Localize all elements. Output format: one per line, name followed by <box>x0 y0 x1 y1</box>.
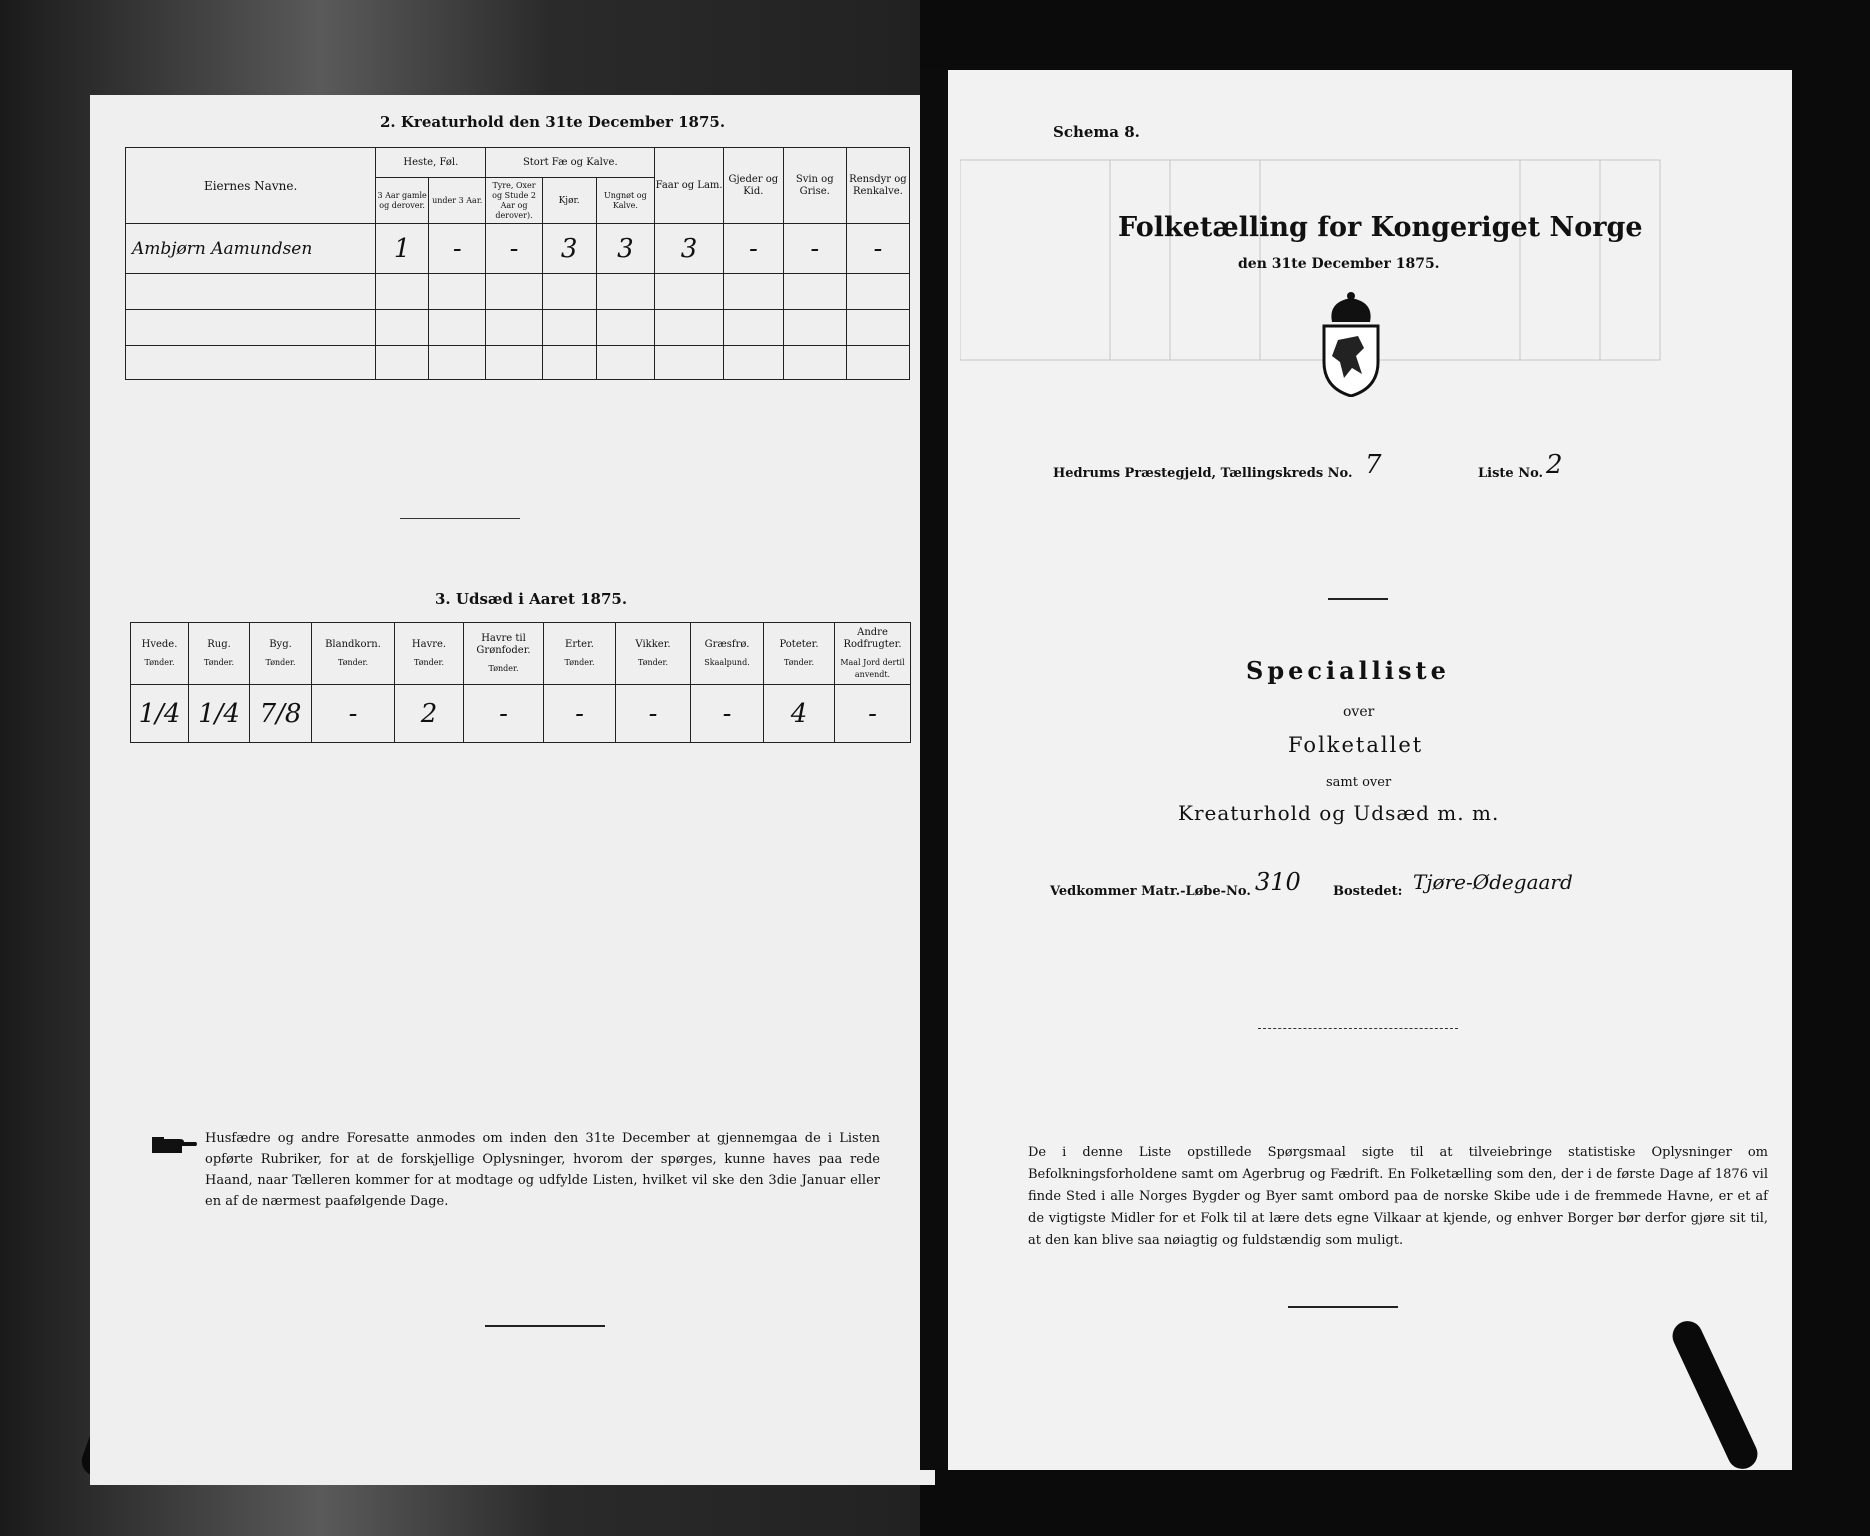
liste-no: 2 <box>1546 450 1563 480</box>
header-owner: Eiernes Navne. <box>126 148 376 224</box>
udsaed-unit-label: Tønder. <box>337 657 369 667</box>
udsaed-crop-label: Vikker. <box>635 638 671 650</box>
udsaed-unit-label: Tønder. <box>265 657 296 667</box>
header-heste-3aar: 3 Aar gamle og derover. <box>376 178 429 224</box>
udsaed-value: 2 <box>395 685 464 743</box>
udsaed-unit-label: Tønder. <box>488 663 519 673</box>
udsaed-value: - <box>464 685 544 743</box>
udsaed-unit-label: Tønder. <box>783 657 815 667</box>
udsaed-crop-label: Græsfrø. <box>704 638 750 650</box>
udsaed-value: 1/4 <box>189 685 250 743</box>
cell-rensdyr: - <box>846 224 909 274</box>
divider-bottom <box>1288 1306 1398 1308</box>
cell-gjeder: - <box>724 224 784 274</box>
udsaed-crop-label: Rug. <box>207 638 231 650</box>
udsaed-crop-label: Byg. <box>269 638 292 650</box>
udsaed-value: 4 <box>764 685 835 743</box>
divider <box>1328 598 1388 600</box>
pointing-hand-icon <box>150 1133 198 1157</box>
udsaed-crop-label: Havre. <box>411 638 447 650</box>
divider <box>400 518 520 519</box>
over-text: over <box>1343 704 1375 720</box>
udsaed-unit-label: Skaalpund. <box>704 657 750 667</box>
coat-of-arms-icon <box>1318 292 1384 397</box>
header-stort: Stort Fæ og Kalve. <box>486 148 655 178</box>
tellingskreds-no: 7 <box>1365 450 1382 480</box>
udsaed-header-7 <box>616 623 691 685</box>
udsaed-header-6 <box>544 623 616 685</box>
folketallet-text: Folketallet <box>1288 733 1424 757</box>
udsaed-unit-label: Tønder. <box>203 657 235 667</box>
udsaed-unit-label: Tønder. <box>637 657 669 667</box>
header-heste: Heste, Føl. <box>376 148 486 178</box>
cell-heste-under3: - <box>429 224 486 274</box>
header-faar: Faar og Lam. <box>655 148 724 224</box>
udsaed-crop-label: Blandkorn. <box>325 638 381 650</box>
cell-svin: - <box>783 224 846 274</box>
udsaed-value: - <box>691 685 764 743</box>
udsaed-value: - <box>616 685 691 743</box>
header-rensdyr: Rensdyr og Renkalve. <box>846 148 909 224</box>
book-spine <box>920 70 948 1470</box>
udsaed-unit-label: Tønder. <box>144 657 175 667</box>
matr-label: Vedkommer Matr.-Løbe-No. <box>1050 884 1251 899</box>
udsaed-header-4 <box>395 623 464 685</box>
udsaed-unit-label: Tønder. <box>564 657 595 667</box>
udsaed-header-5 <box>464 623 544 685</box>
udsaed-value: 7/8 <box>250 685 312 743</box>
specialliste-title: Specialliste <box>1246 656 1450 685</box>
kreaturhold-table <box>125 147 910 380</box>
samt-over-text: samt over <box>1326 775 1392 790</box>
census-date: den 31te December 1875. <box>1238 256 1440 272</box>
section3-title: 3. Udsæd i Aaret 1875. <box>435 590 628 608</box>
prestegjeld-label: Hedrums Præstegjeld, Tællingskreds No. <box>1053 466 1353 481</box>
udsaed-header-8 <box>691 623 764 685</box>
udsaed-crop-label: Poteter. <box>779 638 819 650</box>
header-ungnot: Ungnøt og Kalve. <box>596 178 655 224</box>
udsaed-value: - <box>544 685 616 743</box>
cell-faar: 3 <box>655 224 724 274</box>
udsaed-value: - <box>835 685 911 743</box>
header-svin: Svin og Grise. <box>783 148 846 224</box>
header-tyre: Tyre, Oxer og Stude 2 Aar og derover). <box>486 178 542 224</box>
divider-bottom <box>485 1325 605 1327</box>
liste-label: Liste No. <box>1478 466 1544 481</box>
left-page <box>90 95 935 1485</box>
right-page <box>948 70 1792 1470</box>
divider <box>1258 1028 1458 1029</box>
udsaed-header-9 <box>764 623 835 685</box>
table-row <box>126 224 910 274</box>
udsaed-header-3 <box>312 623 395 685</box>
udsaed-unit-label: Maal Jord dertil anvendt. <box>840 657 905 679</box>
udsaed-table <box>130 622 911 743</box>
udsaed-value: 1/4 <box>131 685 189 743</box>
cell-heste-3aar: 1 <box>376 224 429 274</box>
header-heste-under3: under 3 Aar. <box>429 178 486 224</box>
udsaed-header-0 <box>131 623 189 685</box>
udsaed-crop-label: Hvede. <box>141 638 178 650</box>
udsaed-value: - <box>312 685 395 743</box>
section2-title: 2. Kreaturhold den 31te December 1875. <box>380 113 726 131</box>
cell-ungnot: 3 <box>596 224 655 274</box>
matr-no: 310 <box>1255 868 1301 896</box>
bostedet-label: Bostedet: <box>1333 884 1403 899</box>
page-title: Folketælling for Kongeriget Norge <box>1118 212 1643 243</box>
udsaed-header-1 <box>189 623 250 685</box>
header-gjeder: Gjeder og Kid. <box>724 148 784 224</box>
schema-label: Schema 8. <box>1053 123 1140 141</box>
udsaed-crop-label: Andre Rodfrugter. <box>843 626 902 650</box>
udsaed-crop-label: Erter. <box>565 638 594 650</box>
intro-paragraph: De i denne Liste opstillede Spørgsmaal sigte til at tilveiebringe statistiske Oplysninger om Befolkningsforholdene samt om Agerbrug og Fædrift. En Folketælling som den, der i de første Dage af 1876 vil finde Sted i alle Norges Bygder og Byer samt ombord paa de norske Skibe ude i de fremmede Havne, er et af de vigtigste Midler for et Folk til at lære dets egne Vilkaar at kjende, og enhver Borger bør derfor gjøre sit til, at den kan blive saa nøiagtig og fuldstændig som muligt. <box>1028 1145 1768 1248</box>
udsaed-unit-label: Tønder. <box>413 657 445 667</box>
kreaturhold-text: Kreaturhold og Udsæd m. m. <box>1178 801 1500 825</box>
udsaed-header-2 <box>250 623 312 685</box>
owner-name: Ambjørn Aamundsen <box>126 224 376 274</box>
notice-text: Husfædre og andre Foresatte anmodes om inden den 31te December at gjennemgaa de i Listen opførte Rubriker, for at de forskjellige Oplysninger, hvorom der spørges, kunne haves paa rede Haand, naar Tælleren kommer for at modtage og udfylde Listen, hvilket vil ske den 3die Januar eller en af de nærmest paafølgende Dage. <box>205 1131 880 1209</box>
cell-tyre: - <box>486 224 542 274</box>
udsaed-crop-label: Havre til Grønfoder. <box>476 632 531 656</box>
bostedet-value: Tjøre-Ødegaard <box>1413 870 1573 894</box>
udsaed-header-10 <box>835 623 911 685</box>
header-kjor: Kjør. <box>542 178 596 224</box>
cell-kjor: 3 <box>542 224 596 274</box>
